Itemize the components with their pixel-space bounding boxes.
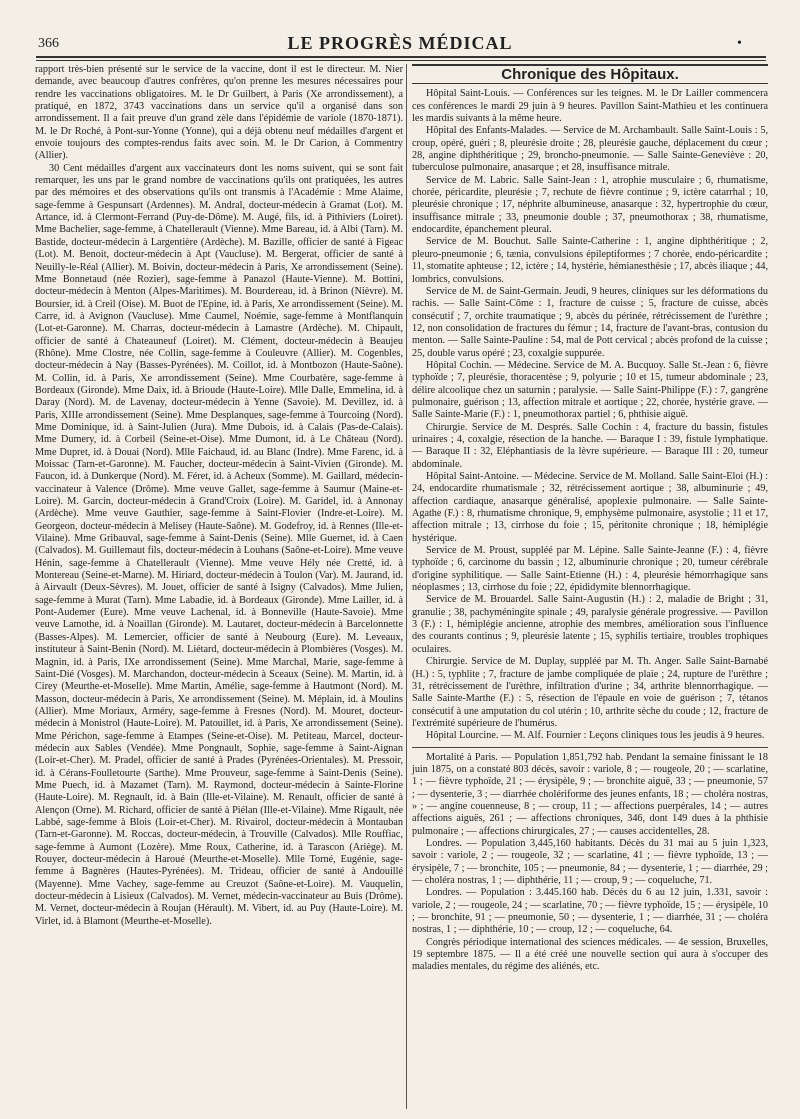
paragraph: 30 Cent médailles d'argent aux vaccinateurs dont les noms suivent, qui se sont fait remarquer, les uns par le grand nombre de vaccinations qu'ils ont pratiquées, les autres par des mémoires et des observations qu'ils ont transmis à l'Académie : Mme Alaime, sage-femme à Gespunsart (Ardennes). M. Andral, docteur-médecin à Gramat (Lot). M. Artance, id. à Clermont-Ferrand (Puy-de-Dôme). M. Augé, fils, id. à Pithiviers (Loiret). Mme Bachelier, sage-femme, à Chatellerault (Vienne). Mme Bareau, id. à Albi (Tarn). M. Bastide, docteur-médecin à Largentière (Ardèche). M. Bazille, officier de santé à Figeac (Lot). M. Benoit, docteur-médecin à Apt (Vaucluse). M. Bergerat, officier de santé à Neuilly-le-Réal (Allier). M. Boivin, docteur-médecin à Paris, Xe arrondissement (Seine). Mme Bonnetaud (née Rozier), sage-femme à Panazol (Haute-Vienne). M. Bottini, docteur-médecin à Menton (Alpes-Maritimes). M. Bourdereau, id. à Brinon (Nièvre). M. Boursier, id. à Creil (Oise). M. Buot de l'Epine, id. à Paris, Xe arrondissement (Seine). M. Carre, id. à Avignon (Vaucluse). Mme Caumel, Noémie, sage-femme à Montflanquin (Lot-et-Garonne). M. Charras, docteur-médecin à Lamastre (Ardèche). M. Chipault, officier de santé à Chateauneuf (Loiret). M. Clément, docteur-médecin à Beaujeu (Rhône). Mme Clostre, née Collin, sage-femme à Couleuvre (Allier). M. Cogenbles, docteur-médecin à Nay (Basses-Pyrénées). M. Coillot, id. à Montbozon (Haute-Saône). M. Collin, id. à Paris, Xe arrondissement (Seine). Mme Courbatère, sage-femme à Bordeaux (Gironde). Mme Daix, id. à Brioude (Haute-Loire). Mlle Dalle, Emmelina, id. à Daray (Nord). M. de Lavenay, docteur-médecin à Yenne (Savoie). M. Devillez, id. à Paris, XIIIe arrondissement (Seine). Mme Desplanques, sage-femme à Tourcoing (Nord). Mme Dominique, id. à Saint-Julien (Jura). Mme Dubois, id. à Calais (Pas-de-Calais). Mme Dumery, id. à Corbeil (Seine-et-Oise). Mme Dumont, id. à Le Château (Nord). Mme Dupret, id. à Douai (Nord). Mlle Faichaud, id. au Blanc (Indre). Mme Farenc, id. à Moissac (Tarn-et-Garonne). M. Faucher, docteur-médecin à Saint-Vivien (Gironde). M. Faucon, id. à Dunkerque (Nord). M. Féret, id. à Acheux (Somme). M. Gaillard, médecin-vaccinateur à Valence (Drôme). Mme veuve Gallet, sage-femme à Saumur (Maine-et-Loire). M. Garcin, docteur-médecin à Grand'Croix (Loire). M. Garidel, id. à Annonay (Ardèche). Mme veuve Gauthier, sage-femme à Saint-Flovier (Indre-et-Loire). M. Georgeon, docteur-médecin à Melisey (Haute-Saône). M. Godefroy, id. à Rennes (Ille-et-Vilaine). Mme Gribauval, sage-femme à Saint-Denis (Seine). Mlle Guernet, id. à Caen (Calvados). M. Guillemaut fils, docteur-médecin à Louhans (Saône-et-Loire). Mme veuve Hénin, sage-femme à Chatellerault (Vienne). Mme veuve Hély née Cretté, id. à Montereau (Seine-et-Marne). M. Hiriard, docteur-médecin à Toulon (Var). M. Jaurand, id. à Airvault (Deux-Sèvres). M. Jouet, officier de santé à Isigny (Calvados). Mme Julien, sage-femme à Murat (Tarn). Mme Labadie, id. à Bordeaux (Gironde). Mme Lailler, id. à Pont-Audemer (Eure). Mme veuve Lachenal, id. à Bonneville (Haute-Savoie). Mme veuve Lamothe, id. à Noaillan (Gironde). M. Lautaret, docteur-médecin à Barcelonnette (Basses-Alpes). M. Lemercier, officier de santé à Neubourg (Eure). M. Leveaux, instituteur à Saint-Benin (Nord). M. Liétard, docteur-médecin à Plombières (Vosges). M. Magnin, id. à Paris, IXe arrondissement (Seine). Mme Marchal, Marie, sage-femme à Saint-Dié (Vosges). M. Marchandon, docteur-médecin à Sceaux (Seine). M. Martin, id. à Cirey (Meurthe-et-Moselle). Mme Martin, Amélie, sage-femme à Hautmont (Nord). M. Masson, docteur-médecin à Paris, Xe arrondissement (Seine). M. Méplain, id. à Moulins (Allier). Mme Moriaux, Arméry, sage-femme à Fresnes (Nord). M. Mouret, docteur-médecin à Monistrol (Haute-Loire). M. Patouillet, id. à Paris, Xe arrondissement (Seine). Mme Périchon, sage-femme à Etampes (Seine-et-Oise). M. Petiteau, Marcel, docteur-médecin aux Sables (Vendée). Mme Pongnault, Sophie, sage-femme à Saint-Aignan (Loir-et-Cher). M. Pradel, officier de santé à Prades (Pyrénées-Orientales). M. Pressoir, id. à Cérans-Foulletourte (Sarthe). Mme Prouveur, sage-femme à Saint-Denis (Seine). Mme Puech, id. à Mazamet (Tarn). M. Raymond, docteur-médecin à Sainte-Florine (Haute-Loire). M. Regnault, id. à Bain (Ille-et-Vilaine). M. Renault, officier de santé à Alençon (Orne). M. Richard, officier de santé à Piélan (Ille-et-Vilaine). Mme Rigault, née Labbé, sage-femme à Blois (Loir-et-Cher). M. Rivairol, docteur-médecin à Montauban (Tarn-et-Garonne). M. Roccas, docteur-médecin, à Trouville (Calvados). Mlle Rouffiac, sage-femme à Aumont (Lozère). Mme Roux, Catherine, id. à Tarascon (Ariège). M. Rouyer, docteur-médecin à Haroué (Meurthe-et-Moselle). Mlle Torné, Eugénie, sage-femme à Bagnères (Hautes-Pyrénées). M. Trideau, officier de santé à Andouillé (Mayenne). Mme Vachey, sage-femme au Creuzot (Saône-et-Loire). M. Vauquelin, docteur-médecin à Lisieux (Calvados). M. Vernet, médecin-vaccinateur au Buis (Drôme). M. Vernet, docteur-médecin à Roujan (Hérault). M. Vibert, id. au Puy (Haute-Loire). M. Virlet, id. à Blamont (Meurthe-et-Moselle). (35, 162, 403, 927)
paragraph: Londres. — Population : 3.445.160 hab. Décès du 6 au 12 juin, 1.331, savoir : variole, 2 ; — rougeole, 24 ; — scarlatine, 70 ; — fièvre typhoïde, 15 ; — érysipèle, 10 ; — bronchite, 91 ; — pneumonie, 50 ; — dysenterie, 1 ; — diarrhée, 31 ; — choléra nostras, 1 ; — diphthérie, 10 ; — croup, 12 ; — coqueluche, 64. (412, 887, 768, 936)
paragraph: Hôpital Cochin. — Médecine. Service de M. A. Bucquoy. Salle St.-Jean : 6, fièvre typhoïde ; 7, pleurésie, thoracentèse ; 9, polyurie ; 10 et 15, tumeur abdominale ; 23, délire alcoolique chez un saturnin ; paralysie. — Salle Saint-Philippe (F.) : 7, gangrène pulmonaire, guérison ; 13, affection mitrale et aortique ; 22, chorée, hystérie grave. — Salle Sainte-Marie (F.) : 1, pneumothorax partiel ; 6, phthisie aiguë. (412, 359, 768, 421)
header-ornament: • (737, 36, 742, 51)
paragraph: Hôpital Saint-Antoine. — Médecine. Service de M. Molland. Salle Saint-Eloi (H.) : 24, endocardite rhumatismale ; 32, rétrécissement aortique ; 38, albuminurie ; 49, affection cardiaque, anasarque généralisé, apoplexie pulmonaire. — Salle Sainte-Agathe (F.) : 8, rhumatisme chronique, 9, emphysème pulmonaire, asystolie ; 11 et 17, affection mitrale ; 13, cirrhose du foie ; 15, péritonite chronique ; 18, hémiplégie hystérique. (412, 471, 768, 544)
paragraph: Service de M. de Saint-Germain. Jeudi, 9 heures, cliniques sur les déformations du rachis. — Salle Saint-Côme : 1, fracture de cuisse ; 5, fracture de cuisse, abcès consécutif ; 7, orchite traumatique ; 9, abcès du périnée, rétrécissement de l'urèthre ; 12, non consolidation de fractures du fémur ; 14, fracture de l'avant-bras, contusion du menton. — Salle Sainte-Pauline : 54, mal de Pott cervical ; abcès profond de la cuisse ; 25, double varus opéré ; 23, coxalgie suppurée. (412, 285, 768, 359)
paragraph: rapport très-bien présenté sur le service de la vaccine, dont il est le directeur. M. Nier demande, avec beaucoup d'autres confrères, qu'on prenne les mesures nécessaires pour rendre les vaccinations obligatoires. M. le Dr Guilbert, à Paris (Xe arrondissement), a pratiqué, en 1872, 3743 vaccinations dans un service qu'il a organisé dans son arrondissement. Il a fait preuve d'un grand zèle dans l'épidémie de variole (1870-1871). M. le Dr Roché, à Pont-sur-Yonne (Yonne), qui a déjà obtenu neuf médailles d'argent et envoie toujours des comptes-rendus faits avec soin. M. le Dr Carion, à Commentry (Allier). (35, 64, 403, 162)
paragraph: Chirurgie. Service de M. Després. Salle Cochin : 4, fracture du bassin, fistules urinaires ; 4, coxalgie, résection de la hanche. — Baraque I : 39, fistule lymphatique. — Baraque II : 32, Eléphantiasis de la lèvre supérieure. — Baraque III : 20, tumeur abdominale. (412, 421, 768, 470)
paragraph: Hôpital des Enfants-Malades. — Service de M. Archambault. Salle Saint-Louis : 5, croup, opéré, guéri ; 8, pleurésie droite ; 28, pleurésie gauche, déplacement du cœur ; 28, angine diphthéritique ; 29, broncho-pneumonie. — Salle Sainte-Geneviève : 20, tuberculose pulmonaire, anasarque ; et 28, insuffisance mitrale. (412, 125, 768, 174)
paragraph: Mortalité à Paris. — Population 1,851,792 hab. Pendant la semaine finissant le 18 juin 1875, on a constaté 803 décès, savoir : variole, 8 ; — rougeole, 20 ; — scarlatine, 1 ; — fièvre typhoïde, 21 ; — érysipèle, 9 ; — bronchite aiguë, 33 ; — pneumonie, 57 ; — dysenterie, 3 ; — diarrhée cholériforme des jeunes enfants, 18 ; — choléra nostras, » ; — angine couenneuse, 8 ; — croup, 11 ; — affections puerpérales, 14 ; — autres affections aiguës, 261 ; — affections chroniques, 346, dont 149 dues à la phthisie pulmonaire ; — affections chirurgicales, 27 ; — causes accidentelles, 28. (412, 751, 768, 837)
paragraph: Service de M. Bouchut. Salle Sainte-Catherine : 1, angine diphthéritique ; 2, pleuro-pneumonie ; 6, tænia, convulsions épileptiformes ; 7 chorée, endo-péricardite ; 11, stomatite aphteuse ; 12, ictère ; 14, hystérie, hémianesthésie ; 17, abcès iliaque ; 44, lombrics, convulsions. (412, 236, 768, 285)
paragraph: Congrès périodique international des sciences médicales. — 4e session, Bruxelles, 19 septembre 1875. — Il a été créé une nouvelle section qui aura à s'occuper des maladies mentales, du régime des aliénés, etc. (412, 936, 768, 973)
section-title: Chronique des Hôpitaux. (412, 64, 768, 84)
paragraph: Hôpital Lourcine. — M. Alf. Fournier : Leçons cliniques tous les jeudis à 9 heures. (426, 730, 765, 742)
paragraph: Service de M. Proust, suppléé par M. Lépine. Salle Sainte-Jeanne (F.) : 4, fièvre typhoïde ; 6, carcinome du bassin ; 12, albuminurie chronique ; 20, tumeur cérébrale d'origine syphilitique. — Salle Saint-Etienne (H.) : 4, pleurésie hémorrhagique sans néoplasmes ; 13, cirrhose du foie ; 22, épididymite blennorrhagique. (412, 545, 768, 594)
paragraph: Chirurgie. Service de M. Duplay, suppléé par M. Th. Anger. Salle Saint-Barnabé (H.) : 5, typhlite ; 7, fracture de jambe compliquée de plaie ; 24, rupture de l'urèthre ; 31, rétrécissement de l'urèthre, infiltration d'urine ; 34, arthrite blennorrhagique. — Salle Sainte-Marthe (F.) : 5, résection de l'épaule en voie de guérison ; 7, tétanos consécutif à une amputation du col utérin ; 10, arthrite sèche du coude ; 12, fracture de l'extrémité supérieure de l'humérus. (412, 656, 768, 729)
paragraph: Service de M. Brouardel. Salle Saint-Augustin (H.) : 2, maladie de Bright ; 31, granulie ; 38, pachyméningite spinale ; 49, paralysie générale progressive. — Pavillon 3 (F.) : 1, hémiplégie ancienne, atrophie des membres, amélioration sous l'influence des courants continus ; 9, pleurésie latente ; 15, syphilis tertiaire, troubles trophiques oculaires. (412, 594, 768, 655)
header-rule-thin (36, 60, 766, 61)
paragraph: Hôpital Saint-Louis. — Conférences sur les teignes. M. le Dr Lailler commencera ces conférences le mardi 29 juin à 9 heures. Pavillon Saint-Mathieu et les continuera les mardis suivants à la même heure. (412, 88, 768, 125)
journal-title: LE PROGRÈS MÉDICAL (287, 33, 513, 53)
right-column (412, 64, 768, 974)
paragraph: Londres. — Population 3,445,160 habitants. Décès du 31 mai au 5 juin 1,323, savoir : variole, 2 ; — rougeole, 32 ; — scarlatine, 41 ; — fièvre typhoïde, 13 ; — érysipèle, 7 ; — bronchite, 105 ; — pneumonie, 84 ; — dysenterie, 1 ; — diarrhée, 29 ; — choléra nostras, 1 ; — diphthérie, 11 ; — croup, 9 ; — coqueluche, 71. (412, 837, 768, 886)
page-number: 366 (38, 36, 59, 51)
header-rule (36, 56, 766, 58)
paragraph: Service de M. Labric. Salle Saint-Jean : 1, atrophie musculaire ; 6, rhumatisme, chorée, péricardite, pleurésie ; 7, rechute de fièvre continue ; 9, ictère catarrhal ; 10, pleurésie chronique ; 17, néphrite albumineuse, anasarque : 32, hypertrophie du cœur, insuffisance mitrale ; 33, pneumonie double ; 37, pneumothorax ; 38, rhumatisme, endocardite, épanchement pleural. (412, 174, 768, 236)
left-column (35, 64, 403, 928)
section-separator (412, 747, 768, 748)
column-divider (406, 64, 407, 1109)
